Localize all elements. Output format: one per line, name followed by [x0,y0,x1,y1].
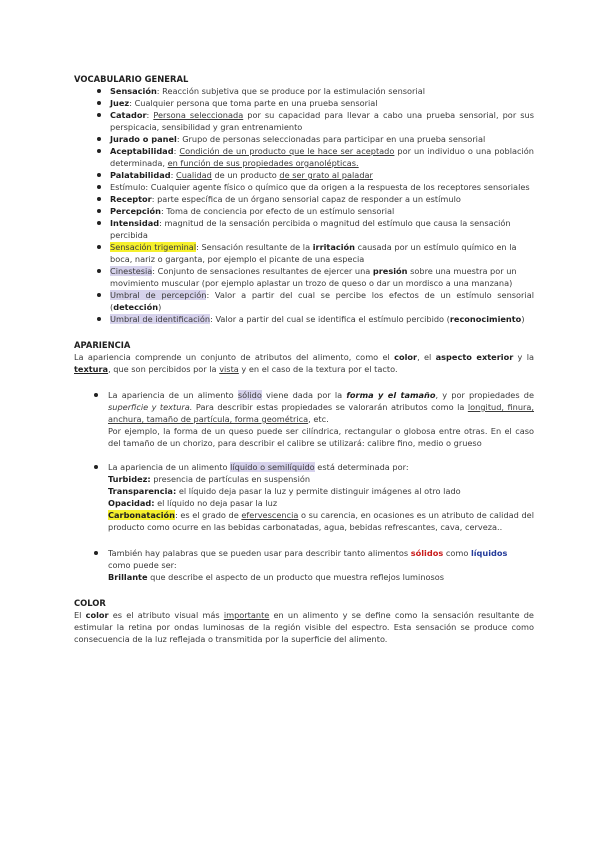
list-item: La apariencia de un alimento sólido viene dada por la forma y el tamaño, y por propiedades de superficie y textura. Para describir estas propiedades se valorarán atributos como la longitud, finura, anchura, tamaño de partícula, forma geométrica, etc. Por ejemplo, la forma de un queso puede ser cilíndrica, rectangular o globosa entre otras. En el caso del tamaño de un chorizo, para describir el calibre se utilizará: calibre fino, medio o grueso [74,389,534,449]
section-title-vocabulario: VOCABULARIO GENERAL [74,74,189,84]
list-item: Estímulo: Cualquier agente físico o químico que da origen a la respuesta de los receptores sensoriales [74,181,534,193]
liquid-line: Turbidez: presencia de partículas en suspensión [108,474,311,484]
list-item: Intensidad: magnitud de la sensación percibida o magnitud del estímulo que causa la sensación percibida [74,217,534,241]
list-item: Jurado o panel: Grupo de personas seleccionadas para participar en una prueba sensorial [74,133,534,145]
list-item: Receptor: parte específica de un órgano sensorial capaz de responder a un estímulo [74,193,534,205]
liquid-line: Carbonatación: es el grado de efervescencia o su carencia, en ocasiones es un atributo de calidad del producto como ocurre en las bebidas carbonatadas, agua, bebidas refrescantes, cava, cerveza.. [108,510,534,532]
list-item: Umbral de percepción: Valor a partir del cual se percibe los efectos de un estímulo sensorial (detección) [74,289,534,313]
list-item: Palatabilidad: Cualidad de un producto de ser grato al paladar [74,169,534,181]
list-item: Percepción: Toma de conciencia por efecto de un estímulo sensorial [74,205,534,217]
apariencia-intro: La apariencia comprende un conjunto de atributos del alimento, como el color, el aspecto exterior y la textura, que son percibidos por la vista y en el caso de la textura por el tacto. [74,352,535,374]
apariencia-example: Por ejemplo, la forma de un queso puede ser cilíndrica, rectangular o globosa entre otras. En el caso del tamaño de un chorizo, para describir el calibre se utilizará: calibre fino, medio o grueso [108,426,534,448]
list-item: Sensación: Reacción subjetiva que se produce por la estimulación sensorial [74,85,534,97]
apariencia-list [74,389,534,449]
list-item: Cinestesia: Conjunto de sensaciones resultantes de ejercer una presión sobre una muestra por un movimiento muscular (por ejemplo aplastar un trozo de queso o dar un mordisco a una manzana) [74,265,534,289]
both-line: como puede ser: [108,560,177,570]
apariencia-liquid-list [74,461,534,533]
list-item: La apariencia de un alimento líquido o semilíquido está determinada por: Turbidez: presencia de partículas en suspensión Transparencia: el líquido deja pasar la luz y permite distinguir imágenes al otro lado Opacidad: el líquido no deja pasar la luz Carbonatación: es el grado de efervescencia o su carencia, en ocasiones es un atributo de calidad del producto como ocurre en las bebidas carbonatadas, agua, bebidas refrescantes, cava, cerveza.. [74,461,534,533]
list-item: Catador: Persona seleccionada por su capacidad para llevar a cabo una prueba sensorial, por sus perspicacia, sensibilidad y gran entrenamiento [74,109,534,133]
list-item: También hay palabras que se pueden usar para describir tanto alimentos sólidos como líquidos como puede ser: Brillante que describe el aspecto de un producto que muestra reflejos luminosos [74,547,534,583]
list-item: Umbral de identificación: Valor a partir del cual se identifica el estímulo percibido (reconocimiento) [74,313,534,325]
list-item: Juez: Cualquier persona que toma parte en una prueba sensorial [74,97,534,109]
color-paragraph: El color es el atributo visual más importante en un alimento y se define como la sensación resultante de estimular la retina por ondas luminosas de la región visible del espectro. Esta sensación se produce como consecuencia de la luz reflejada o transmitida por la superficie del alimento. [74,610,534,644]
liquid-line: Opacidad: el líquido no deja pasar la luz [108,498,278,508]
apariencia-both-list [74,547,534,583]
list-item: Sensación trigeminal: Sensación resultante de la irritación causada por un estímulo químico en la boca, nariz o garganta, por ejemplo el picante de una especia [74,241,534,265]
list-item: Aceptabilidad: Condición de un producto que le hace ser aceptado por un individuo o una población determinada, en función de sus propiedades organolépticas. [74,145,534,169]
section-title-apariencia: APARIENCIA [74,340,131,350]
document-content [74,73,534,645]
both-line: Brillante que describe el aspecto de un producto que muestra reflejos luminosos [108,572,445,582]
section-title-color: COLOR [74,598,106,608]
liquid-line: Transparencia: el líquido deja pasar la luz y permite distinguir imágenes al otro lado [108,486,461,496]
vocab-list [74,85,534,325]
